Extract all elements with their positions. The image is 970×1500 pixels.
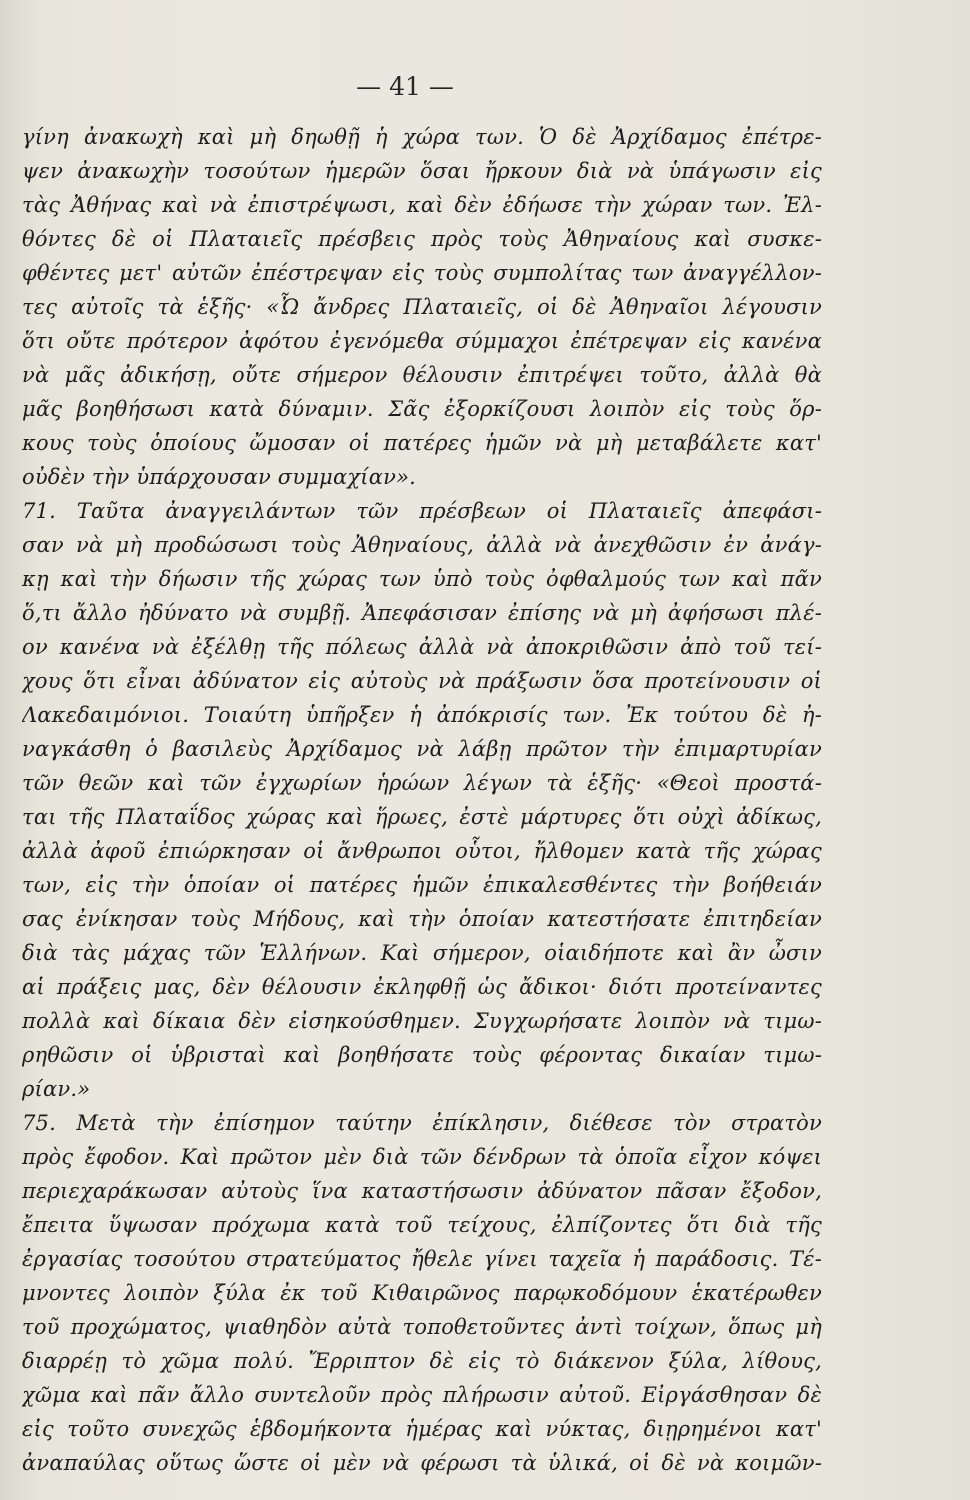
text-line: πρὸς ἔφοδον. Καὶ πρῶτον μὲν διὰ τῶν δένδρων τὰ ὁποῖα εἶχον κόψει xyxy=(22,1145,822,1169)
text-line: κῃ καὶ τὴν δήωσιν τῆς χώρας των ὑπὸ τοὺς ὀφθαλμούς των καὶ πᾶν xyxy=(22,567,822,591)
text-line: αἱ πράξεις μας, δὲν θέλουσιν ἐκληφθῇ ὡς ἄδικοι· διότι προτείναντες xyxy=(22,975,822,999)
text-line: γίνη ἀνακωχὴ καὶ μὴ δηωθῇ ἡ χώρα των. Ὁ δὲ Ἀρχίδαμος ἐπέτρε- xyxy=(22,125,822,149)
text-line: τῶν θεῶν καὶ τῶν ἐγχωρίων ἡρώων λέγων τὰ ἑξῆς· «Θεοὶ προστά- xyxy=(22,771,822,795)
text-line: θόντες δὲ οἱ Πλαταιεῖς πρέσβεις πρὸς τοὺς Ἀθηναίους καὶ συσκε- xyxy=(22,227,822,251)
text-line: διὰ τὰς μάχας τῶν Ἑλλήνων. Καὶ σήμερον, οἱαιδήποτε καὶ ἂν ὦσιν xyxy=(22,941,822,965)
text-line: ὅ,τι ἄλλο ἠδύνατο νὰ συμβῇ. Ἀπεφάσισαν ἐπίσης νὰ μὴ ἀφήσωσι πλέ- xyxy=(22,601,822,625)
text-line: εἰς τοῦτο συνεχῶς ἑβδομήκοντα ἡμέρας καὶ νύκτας, διῃρημένοι κατ' xyxy=(22,1417,822,1441)
text-line: Λακεδαιμόνιοι. Τοιαύτη ὑπῆρξεν ἡ ἀπόκρισίς των. Ἐκ τούτου δὲ ἠ- xyxy=(22,703,822,727)
text-line: φθέντες μετ' αὐτῶν ἐπέστρεψαν εἰς τοὺς συμπολίτας των ἀναγγέλλον- xyxy=(22,261,822,285)
text-line: ἐργασίας τοσούτου στρατεύματος ἤθελε γίνει ταχεῖα ἡ παράδοσις. Τέ- xyxy=(22,1247,822,1271)
body-text xyxy=(22,120,822,1480)
text-line: ἔπειτα ὕψωσαν πρόχωμα κατὰ τοῦ τείχους, ἐλπίζοντες ὅτι διὰ τῆς xyxy=(22,1213,822,1237)
text-line: μᾶς βοηθήσωσι κατὰ δύναμιν. Σᾶς ἐξορκίζουσι λοιπὸν εἰς τοὺς ὅρ- xyxy=(22,397,822,421)
text-line: ὅτι οὔτε πρότερον ἀφότου ἐγενόμεθα σύμμαχοι ἐπέτρεψαν εἰς κανένα xyxy=(22,329,822,353)
text-line: 71. Ταῦτα ἀναγγειλάντων τῶν πρέσβεων οἱ Πλαταιεῖς ἀπεφάσι- xyxy=(22,499,822,523)
text-line: 75. Μετὰ τὴν ἐπίσημον ταύτην ἐπίκλησιν, διέθεσε τὸν στρατὸν xyxy=(22,1111,822,1135)
text-line: περιεχαράκωσαν αὐτοὺς ἵνα καταστήσωσιν ἀδύνατον πᾶσαν ἔξοδον, xyxy=(22,1179,822,1203)
text-line: μνοντες λοιπὸν ξύλα ἐκ τοῦ Κιθαιρῶνος παρῳκοδόμουν ἑκατέρωθεν xyxy=(22,1281,822,1305)
text-line: ρίαν.» xyxy=(22,1077,91,1101)
text-line: νὰ μᾶς ἀδικήσῃ, οὔτε σήμερον θέλουσιν ἐπιτρέψει τοῦτο, ἀλλὰ θὰ xyxy=(22,363,822,387)
text-line: τες αὐτοῖς τὰ ἑξῆς· «Ὦ ἄνδρες Πλαταιεῖς, οἱ δὲ Ἀθηναῖοι λέγουσιν xyxy=(22,295,822,319)
text-line: ον κανένα νὰ ἐξέλθῃ τῆς πόλεως ἀλλὰ νὰ ἀποκριθῶσιν ἀπὸ τοῦ τεί- xyxy=(22,635,822,659)
text-line: χῶμα καὶ πᾶν ἄλλο συντελοῦν πρὸς πλήρωσιν αὐτοῦ. Εἰργάσθησαν δὲ xyxy=(22,1383,822,1407)
text-line: διαρρέῃ τὸ χῶμα πολύ. Ἔρριπτον δὲ εἰς τὸ διάκενον ξύλα, λίθους, xyxy=(22,1349,822,1373)
text-line: ναγκάσθη ὁ βασιλεὺς Ἀρχίδαμος νὰ λάβῃ πρῶτον τὴν ἐπιμαρτυρίαν xyxy=(22,737,822,761)
page-number: — 41 — xyxy=(356,72,454,101)
text-line: οὐδὲν τὴν ὑπάρχουσαν συμμαχίαν». xyxy=(22,465,416,489)
text-line: των, εἰς τὴν ὁποίαν οἱ πατέρες ἡμῶν ἐπικαλεσθέντες τὴν βοήθειάν xyxy=(22,873,822,897)
text-line: ἀλλὰ ἀφοῦ ἐπιώρκησαν οἱ ἄνθρωποι οὗτοι, ἤλθομεν κατὰ τῆς χώρας xyxy=(22,839,822,863)
text-line: σας ἐνίκησαν τοὺς Μήδους, καὶ τὴν ὁποίαν κατεστήσατε ἐπιτηδείαν xyxy=(22,907,822,931)
text-line: τοῦ προχώματος, ψιαθηδὸν αὐτὰ τοποθετοῦντες ἀντὶ τοίχων, ὅπως μὴ xyxy=(22,1315,822,1339)
text-line: τὰς Ἀθήνας καὶ νὰ ἐπιστρέψωσι, καὶ δὲν ἐδήωσε τὴν χώραν των. Ἐλ- xyxy=(22,193,822,217)
text-line: ται τῆς Πλαταΐδος χώρας καὶ ἥρωες, ἐστὲ μάρτυρες ὅτι οὐχὶ ἀδίκως, xyxy=(22,805,822,829)
text-line: χους ὅτι εἶναι ἀδύνατον εἰς αὐτοὺς νὰ πράξωσιν ὅσα προτείνουσιν οἱ xyxy=(22,669,822,693)
text-line: ψεν ἀνακωχὴν τοσούτων ἡμερῶν ὅσαι ἤρκουν διὰ νὰ ὑπάγωσιν εἰς xyxy=(22,159,822,183)
text-line: ἀναπαύλας οὕτως ὥστε οἱ μὲν νὰ φέρωσι τὰ ὑλικά, οἱ δὲ νὰ κοιμῶν- xyxy=(22,1451,822,1475)
text-line: κους τοὺς ὁποίους ὤμοσαν οἱ πατέρες ἡμῶν νὰ μὴ μεταβάλετε κατ' xyxy=(22,431,822,455)
text-line: ρηθῶσιν οἱ ὑβρισταὶ καὶ βοηθήσατε τοὺς φέροντας δικαίαν τιμω- xyxy=(22,1043,822,1067)
text-line: σαν νὰ μὴ προδώσωσι τοὺς Ἀθηναίους, ἀλλὰ νὰ ἀνεχθῶσιν ἐν ἀνάγ- xyxy=(22,533,822,557)
text-line: πολλὰ καὶ δίκαια δὲν εἰσηκούσθημεν. Συγχωρήσατε λοιπὸν νὰ τιμω- xyxy=(22,1009,822,1033)
